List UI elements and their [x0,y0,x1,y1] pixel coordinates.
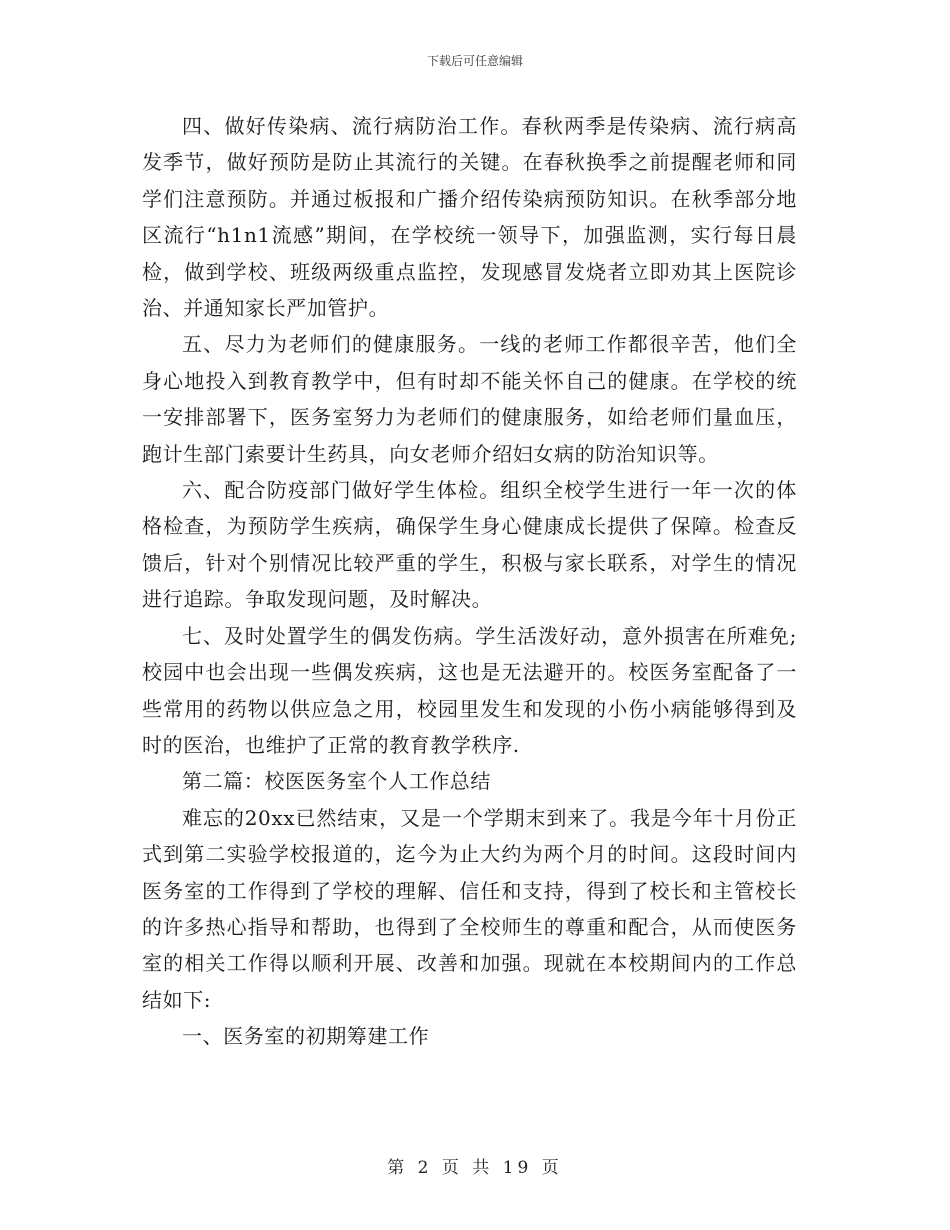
paragraph-student-injuries: 七、及时处置学生的偶发伤病。学生活泼好动，意外损害在所难免;校园中也会出现一些偶发疾病，这也是无法避开的。校医务室配备了一些常用的药物以供应急之用，校园里发生和发现的小伤小病能够得到及时的医治，也维护了正常的教育教学秩序. [142,623,797,757]
page-footer: 第 2 页 共 19 页 [387,1158,563,1178]
page-header: 下载后可任意编辑 [426,54,523,68]
document-body [142,108,797,1055]
paragraph-summary-intro: 难忘的20xx已然结束，又是一个学期末到来了。我是今年十月份正式到第二实验学校报道的，迄今为止大约为两个月的时间。这段时间内医务室的工作得到了学校的理解、信任和支持，得到了校长和主管校长的许多热心指导和帮助，也得到了全校师生的尊重和配合，从而使医务室的相关工作得以顺利开展、改善和加强。现就在本校期间内的工作总结如下: [142,805,797,1012]
section-heading-part-two: 第二篇：校医医务室个人工作总结 [182,769,491,794]
paragraph-student-checkup: 六、配合防疫部门做好学生体检。组织全校学生进行一年一次的体格检查，为预防学生疾病，确保学生身心健康成长提供了保障。检查反馈后，针对个别情况比较严重的学生，积极与家长联系，对学生的情况进行追踪。争取发现问题，及时解决。 [142,478,797,612]
subheading-initial-setup: 一、医务室的初期筹建工作 [182,1024,430,1049]
paragraph-disease-prevention: 四、做好传染病、流行病防治工作。春秋两季是传染病、流行病高发季节，做好预防是防止其流行的关键。在春秋换季之前提醒老师和同学们注意预防。并通过板报和广播介绍传染病预防知识。在秋季部分地区流行“h1n1流感”期间，在学校统一领导下，加强监测，实行每日晨检，做到学校、班级两级重点监控，发现感冒发烧者立即劝其上医院诊治、并通知家长严加管护。 [142,114,797,321]
paragraph-teacher-health: 五、尽力为老师们的健康服务。一线的老师工作都很辛苦，他们全身心地投入到教育教学中，但有时却不能关怀自己的健康。在学校的统一安排部署下，医务室努力为老师们的健康服务，如给老师们量血压，跑计生部门索要计生药具，向女老师介绍妇女病的防治知识等。 [142,332,797,466]
